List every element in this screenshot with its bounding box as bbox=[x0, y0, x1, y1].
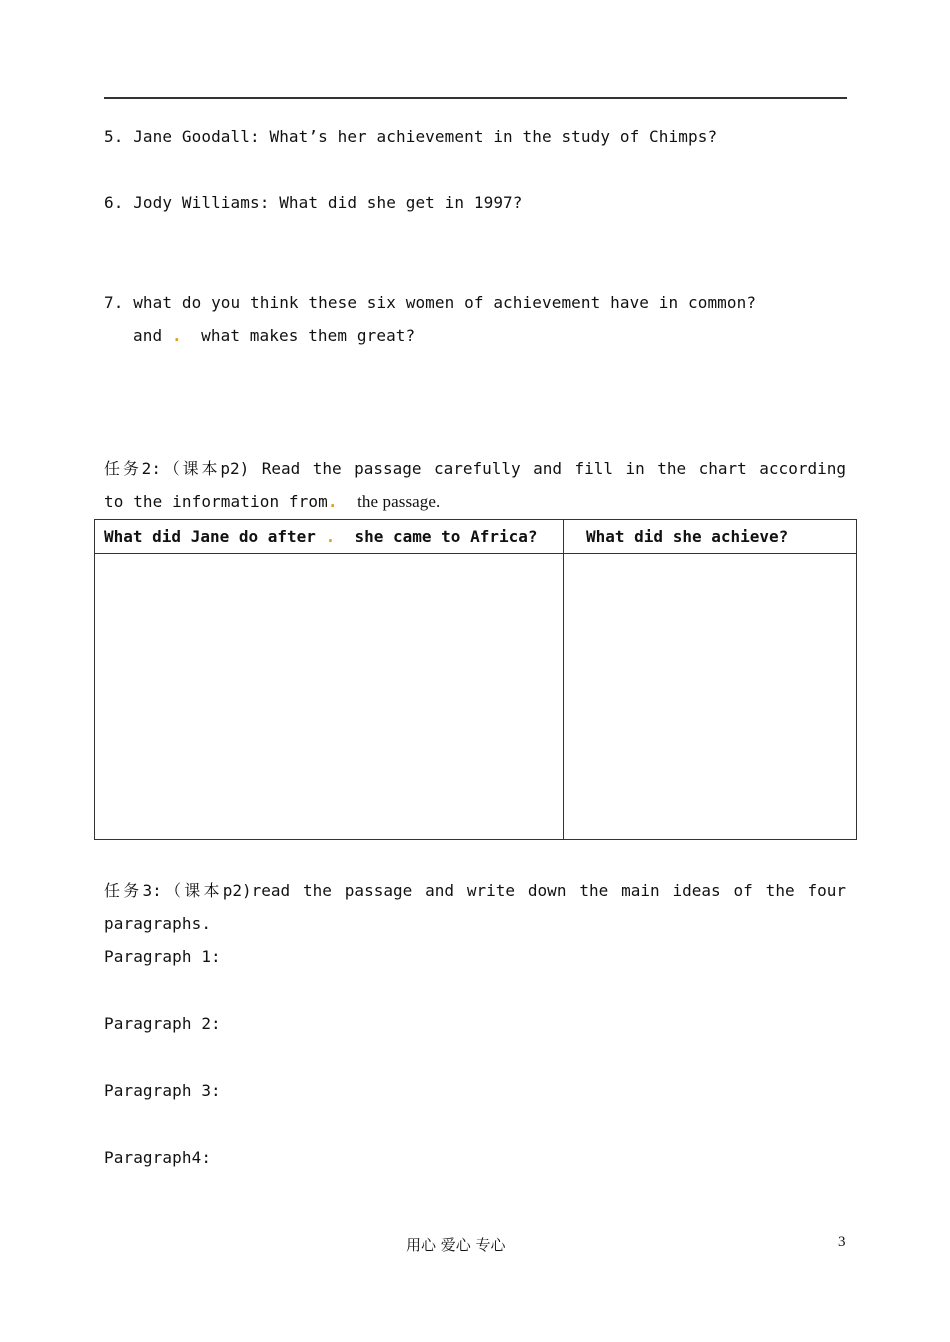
task3-instruction: 任务3:（课本p2)read the passage and write down the main ideas of the four bbox=[104, 881, 846, 900]
task2-instruction-line2: to the information from. the passage. bbox=[104, 492, 441, 511]
fill-in-chart bbox=[94, 519, 857, 840]
mark-dot: . bbox=[325, 527, 336, 546]
question-6: 6. Jody Williams: What did she get in 1997? bbox=[104, 193, 523, 212]
mark-dot: . bbox=[171, 326, 182, 345]
chart-header-col1: What did Jane do after . she came to Africa? bbox=[95, 520, 564, 554]
task2-instruction: 任务2:（课本p2) Read the passage carefully and fill in the chart according bbox=[104, 459, 846, 478]
chart-answer-cell-col2[interactable] bbox=[564, 554, 857, 840]
task3-instruction-line2: paragraphs. bbox=[104, 914, 212, 933]
footer-slogan: 用心 爱心 专心 bbox=[406, 1236, 506, 1254]
chart-header-col2: What did she achieve? bbox=[564, 520, 857, 554]
chart-answer-cell-col1[interactable] bbox=[95, 554, 564, 840]
mark-dot: . bbox=[327, 492, 338, 511]
question-7: 7. what do you think these six women of achievement have in common? bbox=[104, 293, 757, 312]
paragraph-1-label: Paragraph 1: bbox=[104, 947, 221, 966]
page-number: 3 bbox=[838, 1234, 846, 1250]
question-5: 5. Jane Goodall: What’s her achievement in the study of Chimps? bbox=[104, 127, 718, 146]
paragraph-2-label: Paragraph 2: bbox=[104, 1014, 221, 1033]
paragraph-3-label: Paragraph 3: bbox=[104, 1081, 221, 1100]
paragraph-4-label: Paragraph4: bbox=[104, 1148, 212, 1167]
question-7-line2: and . what makes them great? bbox=[133, 326, 416, 345]
header-rule bbox=[104, 97, 847, 99]
